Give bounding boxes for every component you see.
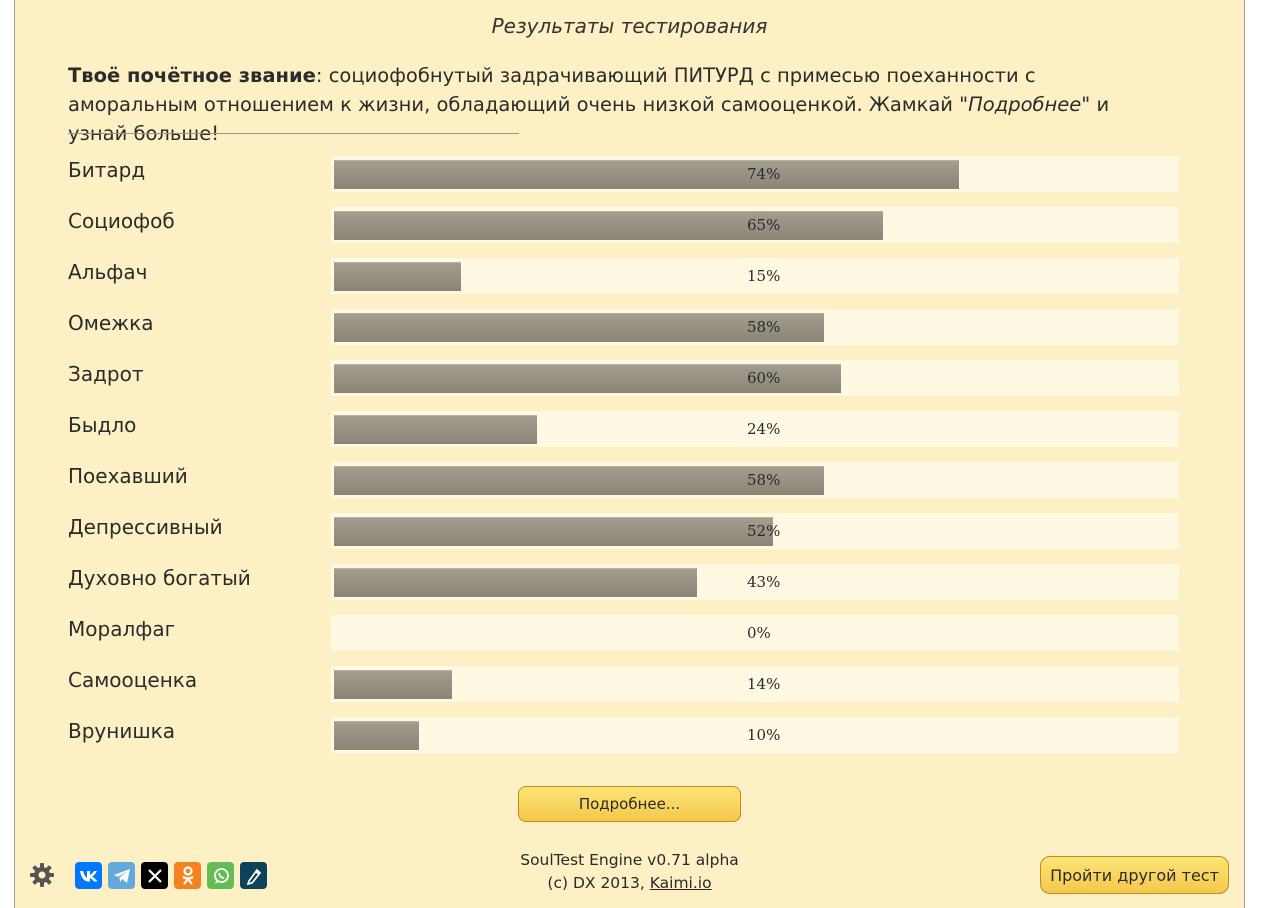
bar-fill — [334, 211, 883, 240]
rank-text-after: " и узнай больше! — [68, 93, 1110, 145]
telegram-icon[interactable] — [108, 862, 135, 889]
category-label: Альфач — [68, 260, 148, 284]
result-row — [15, 615, 1244, 651]
bar-fill — [334, 568, 697, 597]
bar-track — [331, 615, 1179, 651]
bar-track — [331, 309, 1179, 345]
value-label: 60% — [747, 369, 781, 387]
value-label: 58% — [747, 471, 781, 489]
whatsapp-icon[interactable] — [207, 862, 234, 889]
category-label: Омежка — [68, 311, 154, 335]
category-label: Духовно богатый — [68, 566, 251, 590]
result-row — [15, 309, 1244, 345]
divider — [68, 133, 519, 134]
bar-track — [331, 156, 1179, 192]
bar-fill — [334, 160, 959, 189]
bar-track — [331, 462, 1179, 498]
value-label: 58% — [747, 318, 781, 336]
value-label: 52% — [747, 522, 781, 540]
kaimi-link[interactable]: Kaimi.io — [649, 874, 712, 892]
bar-track — [331, 513, 1179, 549]
category-label: Битард — [68, 158, 146, 182]
bar-track — [331, 258, 1179, 294]
bar-track — [331, 360, 1179, 396]
gear-icon[interactable] — [29, 862, 55, 888]
result-row — [15, 462, 1244, 498]
category-label: Социофоб — [68, 209, 175, 233]
category-label: Быдло — [68, 413, 137, 437]
page-title: Результаты тестирования — [491, 14, 768, 38]
result-row — [15, 360, 1244, 396]
category-label: Моралфаг — [68, 617, 176, 641]
value-label: 74% — [747, 165, 781, 183]
x-icon[interactable] — [141, 862, 168, 889]
vk-icon[interactable] — [75, 862, 102, 889]
category-label: Задрот — [68, 362, 144, 386]
value-label: 43% — [747, 573, 781, 591]
category-label: Врунишка — [68, 719, 175, 743]
rank-link-word: Подробнее — [968, 93, 1082, 116]
result-row — [15, 564, 1244, 600]
rank-text-before: : социофобнутый задрачивающий ПИТУРД с примесью поеханности с аморальным отношением к жизни, обладающий очень низкой самооценкой. Жамкай " — [68, 64, 1036, 116]
value-label: 10% — [747, 726, 781, 744]
category-label: Самооценка — [68, 668, 198, 692]
category-label: Депрессивный — [68, 515, 223, 539]
bar-fill — [334, 517, 773, 546]
value-label: 15% — [747, 267, 781, 285]
bar-track — [331, 666, 1179, 702]
bar-track — [331, 717, 1179, 753]
copyright-text: (c) DX 2013, — [547, 874, 650, 892]
bar-fill — [334, 415, 537, 444]
value-label: 0% — [747, 624, 771, 642]
bar-fill — [334, 670, 452, 699]
bar-track — [331, 564, 1179, 600]
result-row — [15, 156, 1244, 192]
result-row — [15, 717, 1244, 753]
livejournal-icon[interactable] — [240, 862, 267, 889]
odnoklassniki-icon[interactable] — [174, 862, 201, 889]
engine-version: SoulTest Engine v0.71 alpha — [520, 851, 739, 869]
result-row — [15, 666, 1244, 702]
rank-label: Твоё почётное звание — [68, 64, 316, 87]
value-label: 24% — [747, 420, 781, 438]
result-row — [15, 513, 1244, 549]
bar-fill — [334, 262, 461, 291]
bar-fill — [334, 721, 419, 750]
category-label: Поехавший — [68, 464, 188, 488]
result-row — [15, 411, 1244, 447]
take-another-test-button[interactable]: Пройти другой тест — [1040, 856, 1229, 894]
honorary-rank — [68, 61, 1158, 148]
result-row — [15, 207, 1244, 243]
results-panel — [14, 0, 1245, 908]
result-row — [15, 258, 1244, 294]
bar-track — [331, 207, 1179, 243]
bar-track — [331, 411, 1179, 447]
value-label: 14% — [747, 675, 781, 693]
value-label: 65% — [747, 216, 781, 234]
more-details-button[interactable]: Подробнее... — [518, 786, 741, 822]
